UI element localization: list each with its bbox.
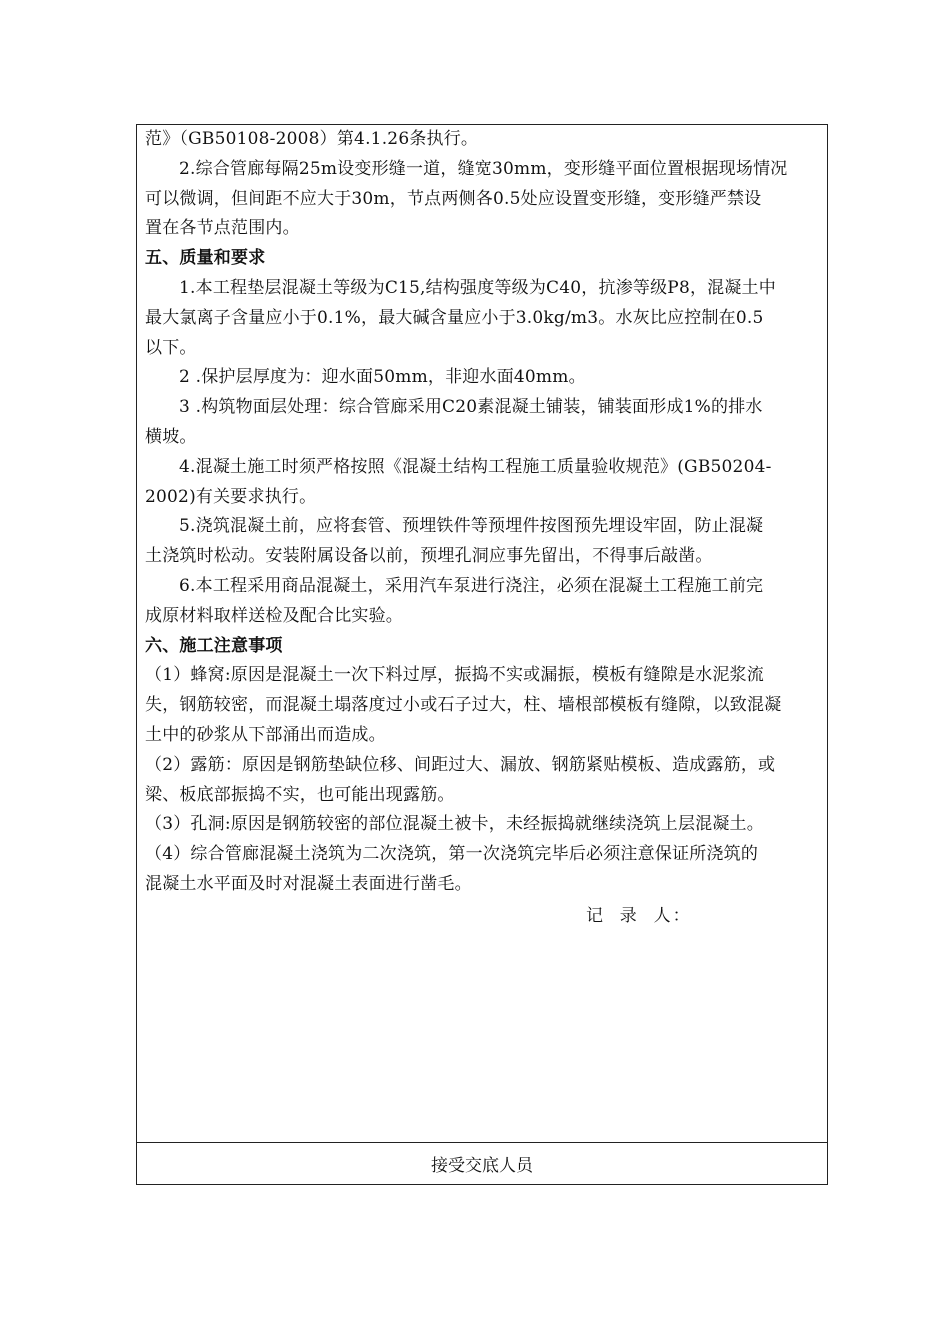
content-cell	[137, 125, 827, 1143]
text-line: 6.本工程采用商品混凝土，采用汽车泵进行浇注，必须在混凝土工程施工前完	[179, 575, 764, 596]
text-line: 梁、板底部振捣不实，也可能出现露筋。	[145, 784, 455, 805]
text-line: （1）蜂窝:原因是混凝土一次下料过厚，振捣不实或漏振，模板有缝隙是水泥浆流	[145, 665, 764, 686]
text-line: 4.混凝土施工时须严格按照《混凝土结构工程施工质量验收规范》(GB50204-	[179, 456, 772, 477]
text-line: 1.本工程垫层混凝土等级为C15,结构强度等级为C40，抗渗等级P8，混凝土中	[179, 277, 776, 298]
text-line: 3 .构筑物面层处理：综合管廊采用C20素混凝土铺装，铺装面形成1%的排水	[179, 397, 763, 418]
text-line: （3）孔洞:原因是钢筋较密的部位混凝土被卡，未经振捣就继续浇筑上层混凝土。	[145, 814, 764, 835]
text-line: （2）露筋：原因是钢筋垫缺位移、间距过大、漏放、钢筋紧贴模板、造成露筋，或	[145, 754, 776, 775]
text-line: 范》（GB50108-2008）第4.1.26条执行。	[145, 129, 479, 149]
text-line: （4）综合管廊混凝土浇筑为二次浇筑，第一次浇筑完毕后必须注意保证所浇筑的	[145, 844, 759, 865]
text-line: 失，钢筋较密，而混凝土塌落度过小或石子过大，柱、墙根部模板有缝隙，以致混凝	[145, 695, 782, 716]
text-line: 成原材料取样送检及配合比实验。	[145, 605, 403, 626]
text-line: 横坡。	[145, 426, 197, 447]
text-line: 2.综合管廊每隔25m设变形缝一道，缝宽30mm，变形缝平面位置根据现场情况	[179, 158, 788, 179]
text-line: 土浇筑时松动。安装附属设备以前，预埋孔洞应事先留出，不得事后敲凿。	[145, 546, 713, 567]
recorder-label: 记 录 人：	[586, 906, 692, 926]
text-line: 最大氯离子含量应小于0.1%，最大碱含量应小于3.0kg/m3。水灰比应控制在0.5	[145, 307, 764, 328]
text-line: 土中的砂浆从下部涌出而造成。	[145, 724, 386, 745]
text-line: 5.浇筑混凝土前，应将套管、预埋铁件等预埋件按图预先埋设牢固，防止混凝	[179, 516, 764, 537]
receiver-label: 接受交底人员	[431, 1156, 533, 1176]
text-line: 2002)有关要求执行。	[145, 486, 317, 507]
text-line: 2 .保护层厚度为：迎水面50mm，非迎水面40mm。	[179, 367, 586, 388]
section-heading-precautions: 六、施工注意事项	[145, 635, 283, 656]
text-line: 以下。	[145, 337, 197, 358]
text-line: 可以微调，但间距不应大于30m，节点两侧各0.5处应设置变形缝，变形缝严禁设	[145, 188, 762, 209]
disclosure-table	[136, 124, 828, 1185]
text-line: 混凝土水平面及时对混凝土表面进行凿毛。	[145, 873, 472, 894]
text-line: 置在各节点范围内。	[145, 218, 300, 239]
section-heading-quality: 五、质量和要求	[145, 248, 266, 269]
